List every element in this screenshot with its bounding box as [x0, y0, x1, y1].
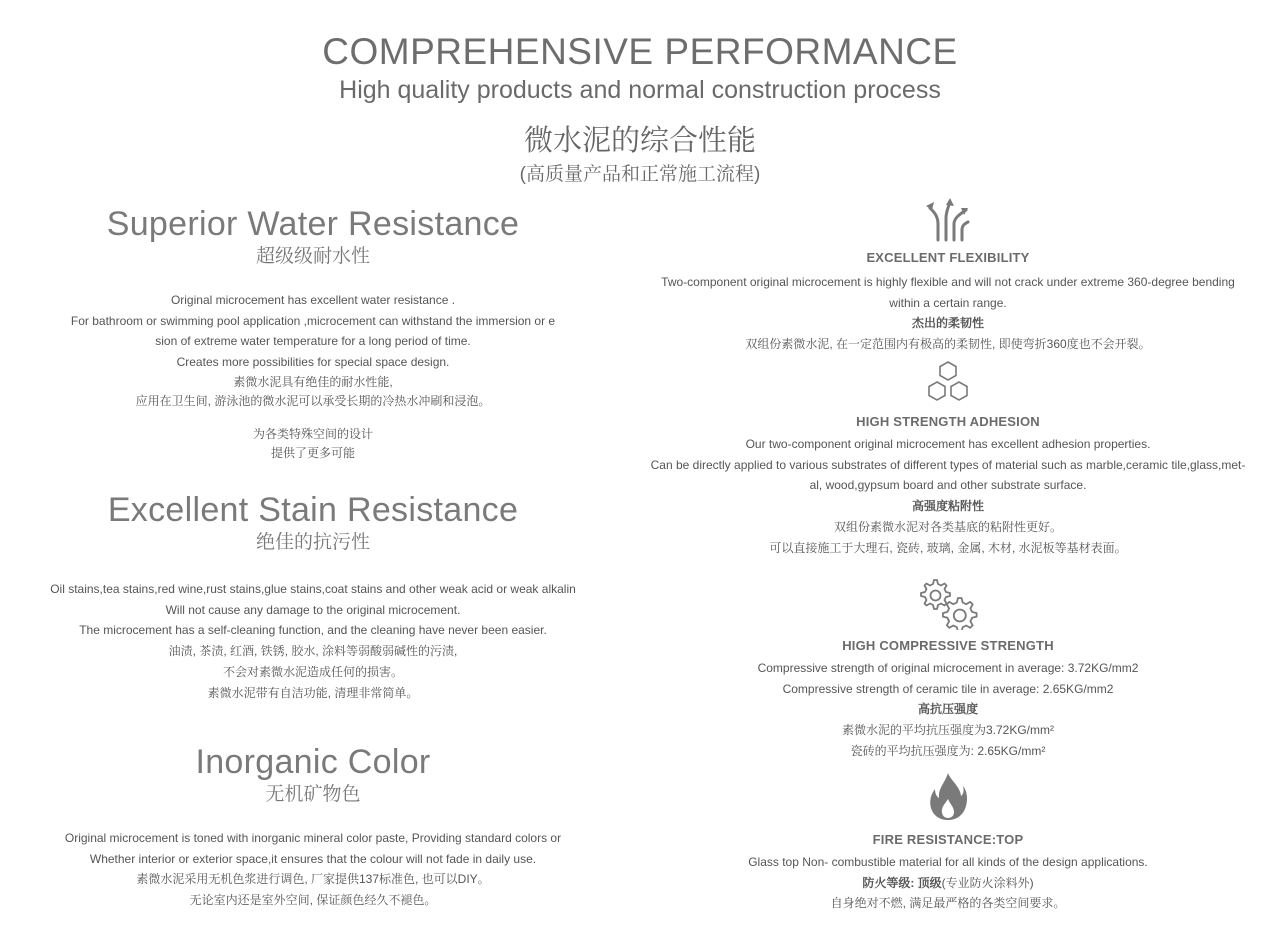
section-body [40, 579, 586, 703]
text-line: 油渍, 茶渍, 红酒, 铁锈, 胶水, 涂料等弱酸弱碱性的污渍, [168, 644, 458, 659]
text-line: 不会对素微水泥造成任何的损害。 [222, 664, 403, 679]
text-line: 素微水泥带有自洁功能, 清理非常简单。 [207, 685, 419, 700]
text-line: Will not cause any damage to the original microcement. [165, 602, 461, 617]
section-title: Inorganic Color [195, 743, 431, 781]
flame-icon [648, 772, 1248, 827]
text-line: al, wood,gypsum board and other substrate surface. [809, 478, 1087, 493]
text-line: Original microcement is toned with inorganic mineral color paste, Providing standard colors or [64, 831, 562, 845]
text-line: within a certain range. [889, 295, 1007, 310]
hexagons-icon [648, 360, 1248, 411]
text-line: sion of extreme water temperature for a long period of time. [155, 334, 471, 349]
section-body [40, 290, 586, 463]
text-line: 素微水泥具有绝佳的耐水性能, [233, 374, 393, 389]
text-line: The microcement has a self-cleaning function, and the cleaning have never been easier. [79, 623, 547, 638]
text-line: 可以直接施工于大理石, 瓷砖, 玻璃, 金属, 木材, 水泥板等基材表面。 [769, 540, 1127, 555]
flexibility-feature [648, 198, 1248, 355]
text-line: 为各类特殊空间的设计 [252, 426, 373, 441]
text-line: Creates more possibilities for special space design. [176, 355, 450, 370]
page-subtitle: High quality products and normal construction process [339, 76, 941, 104]
feature-body [648, 658, 1248, 762]
text-line: 素微水泥采用无机色浆进行调色, 厂家提供137标准色, 也可以DIY。 [136, 872, 490, 887]
text-line: 双组份素微水泥, 在一定范围内有极高的柔韧性, 即使弯折360度也不会开裂。 [745, 337, 1151, 352]
gears-icon [648, 576, 1248, 635]
text-line: Two-component original microcement is highly flexible and will not crack under extreme 360-degree bending [661, 275, 1235, 289]
text-line: Glass top Non- combustible material for all kinds of the design applications. [748, 855, 1148, 869]
fire-feature [648, 772, 1248, 914]
section-title: Excellent Stain Resistance [107, 491, 519, 529]
text-line: 瓷砖的平均抗压强度为: 2.65KG/mm² [850, 743, 1046, 758]
feature-title: HIGH STRENGTH ADHESION [856, 414, 1040, 429]
compressive-feature [648, 576, 1248, 762]
flexibility-arrows-icon [648, 198, 1248, 247]
text-line: Compressive strength of original microcement in average: 3.72KG/mm2 [757, 661, 1139, 675]
section-title-cn: 绝佳的抗污性 [255, 532, 370, 553]
text-line: Compressive strength of ceramic tile in average: 2.65KG/mm2 [782, 681, 1114, 696]
text-line: Can be directly applied to various substrates of different types of material such as marble,ceramic tile,glass,met- [650, 457, 1246, 472]
text-line: Oil stains,tea stains,red wine,rust stains,glue stains,coat stains and other weak acid or weak alkalin [50, 582, 576, 596]
text-line [648, 873, 1248, 894]
water-resistance-section [40, 204, 586, 463]
text-line: 素微水泥的平均抗压强度为3.72KG/mm² [841, 723, 1055, 738]
section-title-cn: 无机矿物色 [265, 784, 361, 805]
text-line: Original microcement has excellent water resistance . [170, 293, 456, 307]
text-line: 双组份素微水泥对各类基底的粘附性更好。 [833, 519, 1062, 534]
inorganic-color-section [40, 742, 586, 911]
page-subtitle-cn: (高质量产品和正常施工流程) [519, 164, 761, 185]
fire-grade-note: (专业防火涂料外) [941, 875, 1034, 890]
fire-grade-label: 防火等级: 顶级 [862, 875, 942, 890]
text-line: 杰出的柔韧性 [911, 316, 984, 331]
page-title-cn: 微水泥的综合性能 [523, 125, 756, 157]
page-title: COMPREHENSIVE PERFORMANCE [322, 31, 958, 72]
text-line: For bathroom or swimming pool application ,microcement can withstand the immersion or e [70, 313, 556, 328]
stain-resistance-section [40, 490, 586, 703]
section-body [40, 828, 586, 911]
text-line: 高抗压强度 [917, 702, 978, 717]
text-line: Our two-component original microcement has excellent adhesion properties. [745, 437, 1151, 451]
feature-title: EXCELLENT FLEXIBILITY [866, 250, 1030, 265]
adhesion-feature [648, 360, 1248, 558]
text-line: 自身绝对不燃, 满足最严格的各类空间要求。 [830, 896, 1066, 911]
feature-body [648, 852, 1248, 914]
text-line: 高强度粘附性 [911, 499, 984, 514]
section-title: Superior Water Resistance [106, 205, 520, 243]
feature-title: FIRE RESISTANCE:TOP [872, 832, 1024, 847]
text-line: 提供了更多可能 [270, 445, 355, 460]
text-line: Whether interior or exterior space,it ensures that the colour will not fade in daily use. [89, 851, 537, 866]
section-title-cn: 超级级耐水性 [255, 246, 370, 267]
feature-body [648, 272, 1248, 355]
feature-title: HIGH COMPRESSIVE STRENGTH [842, 638, 1054, 653]
text-line: 应用在卫生间, 游泳池的微水泥可以承受长期的冷热水冲刷和浸泡。 [135, 393, 491, 408]
feature-body [648, 434, 1248, 558]
text-line: 无论室内还是室外空间, 保证颜色经久不褪色。 [189, 893, 437, 908]
